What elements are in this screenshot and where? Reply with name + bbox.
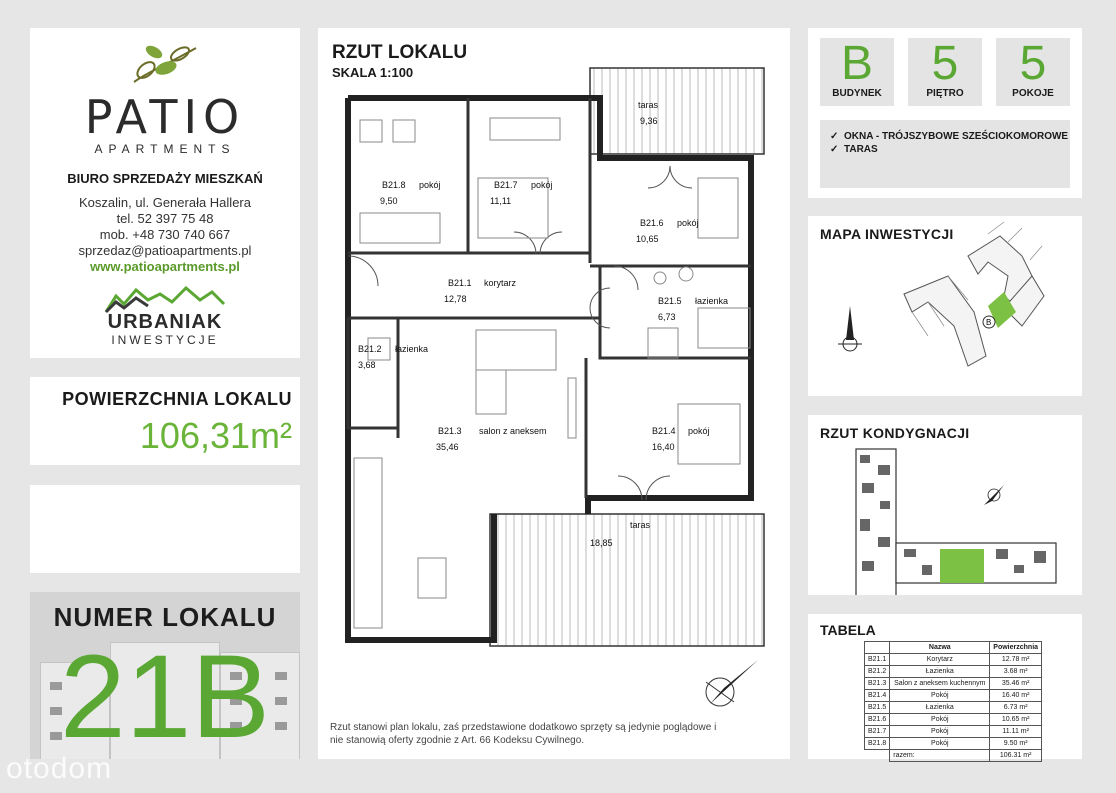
unit-number-value: 21B bbox=[60, 631, 270, 759]
check-icon: ✓ bbox=[830, 144, 839, 155]
room-area-b21-7: 11,11 bbox=[490, 196, 512, 206]
row-area: 16.40 m² bbox=[990, 690, 1042, 702]
north-arrow-icon bbox=[838, 306, 862, 351]
watermark: otodom bbox=[6, 752, 113, 785]
site-map-drawing bbox=[808, 216, 1082, 396]
row-name: Pokój bbox=[890, 690, 990, 702]
total-value: 106.31 m² bbox=[990, 750, 1042, 762]
unit-number-label: NUMER LOKALU bbox=[53, 602, 277, 632]
row-name: Korytarz bbox=[890, 654, 990, 666]
rooms-badge-label: POKOJE bbox=[1012, 88, 1054, 99]
room-area-b21-5: 6,73 bbox=[658, 312, 676, 322]
plan-title: RZUT LOKALU bbox=[332, 42, 468, 63]
room-name-b21-6: pokój bbox=[677, 218, 699, 228]
floor-badge bbox=[908, 38, 982, 106]
room-code-b21-7: B21.7 bbox=[494, 180, 518, 190]
rooms-badge bbox=[996, 38, 1070, 106]
room-code-b21-8: B21.8 bbox=[382, 180, 406, 190]
terrace-bottom bbox=[490, 514, 764, 646]
room-area-b21-2: 3,68 bbox=[358, 360, 376, 370]
room-code-b21-1: B21.1 bbox=[448, 278, 472, 288]
website-link[interactable]: www.patioapartments.pl bbox=[90, 259, 240, 274]
features-list bbox=[820, 120, 1070, 188]
plan-disclaimer: Rzut stanowi plan lokalu, zaś przedstawione dodatkowo sprzęty są jedynie poglądowe i nie stanowią oferty zgodnie z Art. 66 Kodeksu Cywilnego. bbox=[330, 722, 717, 746]
area-panel bbox=[30, 377, 300, 465]
room-area-b21-4: 16,40 bbox=[652, 442, 675, 452]
floor-title: RZUT KONDYGNACJI bbox=[820, 425, 970, 441]
table-row bbox=[865, 654, 1042, 666]
area-value: 106,31m² bbox=[139, 415, 292, 456]
rooms-table bbox=[864, 641, 1042, 762]
table-total-row bbox=[865, 750, 1042, 762]
building-badge-value: B bbox=[840, 37, 873, 90]
room-name-b21-2: łazienka bbox=[395, 344, 429, 354]
row-area: 10.65 m² bbox=[990, 714, 1042, 726]
table-row bbox=[865, 678, 1042, 690]
plan-scale: SKALA 1:100 bbox=[332, 65, 414, 80]
room-label-taras-bottom: taras bbox=[630, 520, 651, 530]
table-row bbox=[865, 666, 1042, 678]
row-area: 12.78 m² bbox=[990, 654, 1042, 666]
room-area-b21-8: 9,50 bbox=[380, 196, 398, 206]
room-area-taras-top: 9,36 bbox=[640, 116, 658, 126]
room-code-b21-4: B21.4 bbox=[652, 426, 676, 436]
room-area-taras-bottom: 18,85 bbox=[590, 538, 613, 548]
feature-item bbox=[830, 130, 1070, 143]
room-name-b21-7: pokój bbox=[531, 180, 553, 190]
room-area-b21-6: 10,65 bbox=[636, 234, 659, 244]
row-area: 35.46 m² bbox=[990, 678, 1042, 690]
row-name: Pokój bbox=[890, 738, 990, 750]
row-name: Łazienka bbox=[890, 702, 990, 714]
row-code: B21.7 bbox=[865, 726, 890, 738]
row-code: B21.4 bbox=[865, 690, 890, 702]
room-code-b21-5: B21.5 bbox=[658, 296, 682, 306]
room-label-taras-top: taras bbox=[638, 100, 659, 110]
row-name: Pokój bbox=[890, 714, 990, 726]
unit-number-panel bbox=[30, 592, 300, 759]
table-row bbox=[865, 714, 1042, 726]
room-name-b21-5: łazienka bbox=[695, 296, 729, 306]
developer-subtitle: INWESTYCJE bbox=[111, 333, 219, 347]
table-row bbox=[865, 726, 1042, 738]
floor-layout-drawing bbox=[808, 415, 1082, 595]
map-title: MAPA INWESTYCJI bbox=[820, 226, 954, 242]
row-code: B21.3 bbox=[865, 678, 890, 690]
table-header-area: Powierzchnia bbox=[990, 642, 1042, 654]
table-row bbox=[865, 690, 1042, 702]
logo-wordmark: PATIO bbox=[84, 90, 246, 144]
developer-logo-icon bbox=[102, 286, 228, 314]
summary-badges-panel bbox=[808, 28, 1082, 198]
area-label: POWIERZCHNIA LOKALU bbox=[62, 389, 292, 409]
room-name-b21-4: pokój bbox=[688, 426, 710, 436]
mobile-text: mob. +48 730 740 667 bbox=[99, 227, 231, 242]
developer-name: URBANIAK bbox=[107, 311, 223, 333]
floor-badge-value: 5 bbox=[931, 37, 959, 90]
brand-panel bbox=[30, 28, 300, 358]
floor-plan-drawing bbox=[318, 28, 790, 708]
sales-office-title: BIURO SPRZEDAŻY MIESZKAŃ bbox=[67, 171, 263, 186]
row-name: Łazienka bbox=[890, 666, 990, 678]
room-code-b21-6: B21.6 bbox=[640, 218, 664, 228]
table-title: TABELA bbox=[820, 622, 876, 638]
row-code: B21.2 bbox=[865, 666, 890, 678]
check-icon: ✓ bbox=[830, 131, 839, 142]
row-code: B21.5 bbox=[865, 702, 890, 714]
row-code: B21.6 bbox=[865, 714, 890, 726]
row-code: B21.8 bbox=[865, 738, 890, 750]
feature-text: OKNA - TRÓJSZYBOWE SZEŚCIOKOMOROWE bbox=[844, 131, 1069, 142]
building-badge bbox=[820, 38, 894, 106]
row-code: B21.1 bbox=[865, 654, 890, 666]
room-area-b21-3: 35,46 bbox=[436, 442, 459, 452]
rooms-table-panel bbox=[808, 614, 1082, 759]
table-header-name: Nazwa bbox=[890, 642, 990, 654]
room-code-b21-2: B21.2 bbox=[358, 344, 382, 354]
terrace-top bbox=[590, 68, 764, 154]
row-area: 11.11 m² bbox=[990, 726, 1042, 738]
leaf-logo-icon bbox=[130, 42, 202, 88]
floor-badge-label: PIĘTRO bbox=[926, 88, 964, 99]
building-marker-label: B bbox=[986, 318, 992, 327]
row-area: 9.50 m² bbox=[990, 738, 1042, 750]
email-link[interactable]: sprzedaz@patioapartments.pl bbox=[78, 243, 252, 258]
building-badge-label: BUDYNEK bbox=[832, 88, 882, 99]
room-area-b21-1: 12,78 bbox=[444, 294, 467, 304]
table-row bbox=[865, 738, 1042, 750]
feature-item bbox=[830, 143, 1070, 156]
empty-panel bbox=[30, 485, 300, 573]
table-header-row bbox=[865, 642, 1042, 654]
row-name: Salon z aneksem kuchennym bbox=[890, 678, 990, 690]
row-name: Pokój bbox=[890, 726, 990, 738]
address-text: Koszalin, ul. Generała Hallera bbox=[79, 195, 251, 210]
floor-layout-panel bbox=[808, 415, 1082, 595]
room-name-b21-1: korytarz bbox=[484, 278, 517, 288]
room-name-b21-8: pokój bbox=[419, 180, 441, 190]
row-area: 3.68 m² bbox=[990, 666, 1042, 678]
phone-text: tel. 52 397 75 48 bbox=[116, 211, 214, 226]
table-row bbox=[865, 702, 1042, 714]
feature-text: TARAS bbox=[844, 144, 878, 155]
floor-plan-panel bbox=[318, 28, 790, 759]
total-label: razem: bbox=[890, 750, 990, 762]
row-area: 6.73 m² bbox=[990, 702, 1042, 714]
compass-icon bbox=[984, 485, 1004, 505]
investment-map-panel bbox=[808, 216, 1082, 396]
unit-highlight bbox=[940, 549, 984, 583]
room-code-b21-3: B21.3 bbox=[438, 426, 462, 436]
logo-subtitle: APARTMENTS bbox=[94, 142, 236, 156]
compass-icon bbox=[706, 660, 758, 706]
room-name-b21-3: salon z aneksem bbox=[479, 426, 547, 436]
rooms-badge-value: 5 bbox=[1019, 37, 1047, 90]
